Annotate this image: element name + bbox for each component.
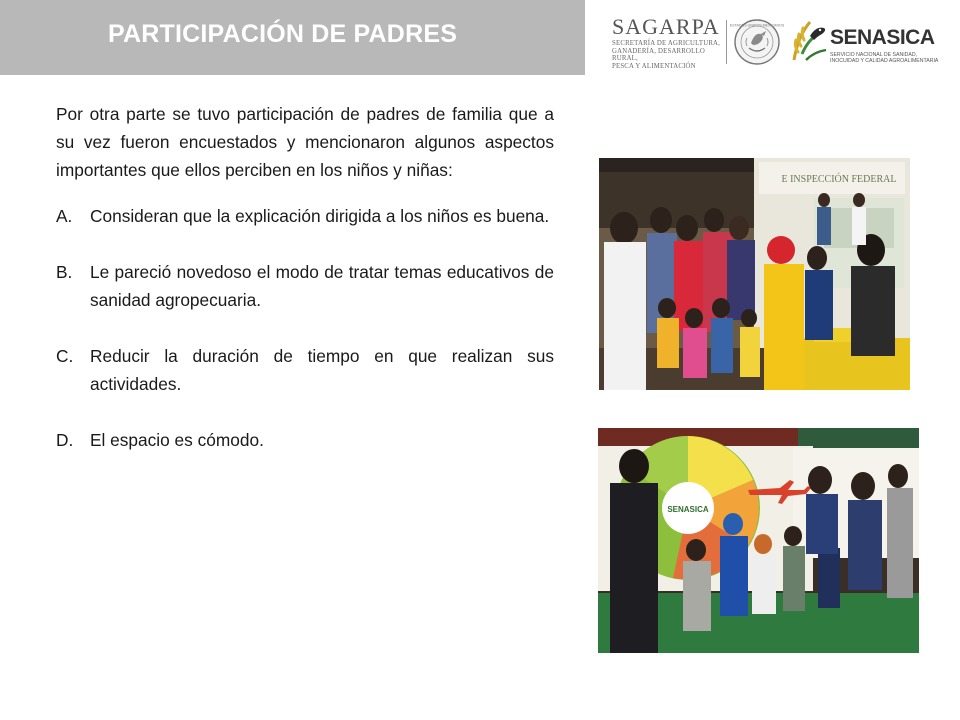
page-title: PARTICIPACIÓN DE PADRES [108, 20, 458, 48]
sagarpa-subtitle-line: PESCA Y ALIMENTACIÓN [612, 62, 696, 70]
photo-families-at-exhibit-image [599, 158, 910, 390]
list-marker: A. [56, 206, 73, 226]
sagarpa-logo [612, 16, 724, 70]
list-item-text: Le pareció novedoso el modo de tratar temas educativos de sanidad agropecuaria. [90, 262, 554, 310]
senasica-subtitle [830, 52, 948, 64]
mexico-coat-of-arms-icon [729, 18, 785, 66]
intro-paragraph: Por otra parte se tuvo participación de padres de familia que a su vez fueron encuestados y mencionaron algunos aspectos importantes que ellos perciben en los niños y niñas: [56, 104, 554, 180]
senasica-subtitle-line: INOCUIDAD Y CALIDAD AGROALIMENTARIA [830, 58, 939, 64]
list-item [56, 342, 554, 398]
list-item [56, 258, 554, 314]
seal-text: ESTADOS UNIDOS MEXICANOS [729, 23, 785, 28]
list-item-text: Reducir la duración de tiempo en que realizan sus actividades. [90, 346, 554, 394]
photo-children-wheel-game-image [598, 428, 919, 653]
list-item-text: El espacio es cómodo. [90, 430, 264, 450]
exhibit-sign-text: E INSPECCIÓN FEDERAL [781, 174, 897, 185]
content-body [56, 100, 554, 482]
list-item-text: Consideran que la explicación dirigida a los niños es buena. [90, 206, 550, 226]
sagarpa-name: SAGARPA [612, 14, 720, 39]
list-item [56, 426, 554, 454]
photo-families-at-exhibit [599, 158, 910, 390]
senasica-logo [788, 16, 948, 72]
list-marker: D. [56, 430, 74, 450]
senasica-name: SENASICA [830, 26, 935, 49]
sagarpa-subtitle-line: GANADERÍA, DESARROLLO RURAL, [612, 47, 705, 63]
list-marker: C. [56, 346, 74, 366]
sagarpa-subtitle [612, 40, 724, 70]
photo-children-wheel-game [598, 428, 919, 653]
wheel-logo-text: SENASICA [667, 505, 709, 514]
list-item [56, 202, 554, 230]
senasica-wheat-eagle-icon [788, 16, 828, 66]
list-marker: B. [56, 262, 73, 282]
sagarpa-subtitle-line: SECRETARÍA DE AGRICULTURA, [612, 40, 721, 47]
logo-divider [726, 20, 727, 64]
title-bar [0, 0, 585, 75]
logo-strip [612, 12, 942, 70]
senasica-subtitle-line: SERVICIO NACIONAL DE SANIDAD, [830, 52, 918, 58]
